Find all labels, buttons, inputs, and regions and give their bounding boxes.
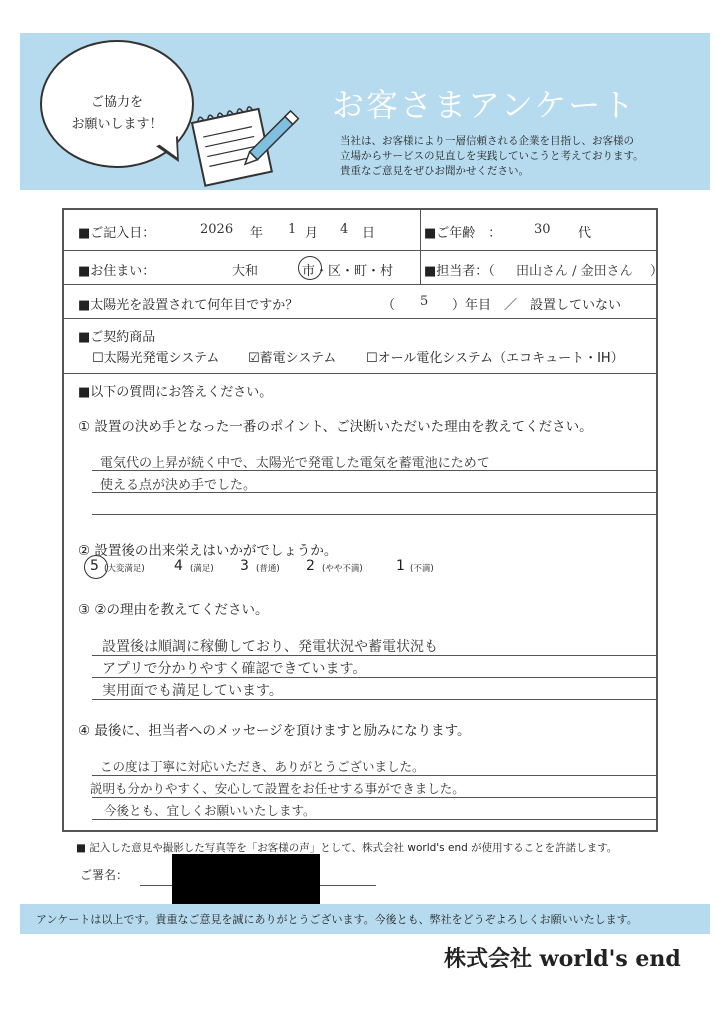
rating-2[interactable]: 2: [306, 558, 315, 574]
address-value[interactable]: 大和: [232, 264, 259, 279]
month-unit: 月: [305, 226, 319, 241]
years-close: ）年目 ／ 設置していない: [452, 298, 622, 313]
page-title: お客さまアンケート: [332, 86, 637, 124]
intro-line-3: 貴重なご意見をぜひお聞かせください。: [340, 165, 529, 177]
answer-line: [92, 819, 658, 820]
answer-4-line-1[interactable]: この度は丁寧に対応いただき、ありがとうございました。: [100, 759, 425, 774]
years-label: ■太陽光を設置されて何年目ですか？: [78, 298, 299, 313]
age-label: ■ご年齢 ：: [424, 226, 502, 241]
address-units: 市・区・町・村: [302, 264, 394, 279]
question-1: ① 設置の決め手となった一番のポイント、ご決断いただいた理由を教えてください。: [78, 419, 593, 435]
rating-5[interactable]: 5: [90, 558, 99, 574]
row-divider: [62, 250, 658, 251]
staff-close: ）: [650, 264, 664, 279]
answer-line: [92, 514, 658, 515]
years-open: （: [382, 298, 396, 313]
date-label: ■ご記入日：: [78, 226, 156, 241]
signature-redaction: [172, 854, 320, 906]
answer-1-line-1[interactable]: 電気代の上昇が続く中で、太陽光で発電した電気を蓄電池にためて: [100, 456, 490, 471]
answer-line: [92, 797, 658, 798]
intro-text: [340, 134, 700, 179]
product-battery-checkbox[interactable]: ☑蓄電システム: [248, 351, 337, 366]
rating-1[interactable]: 1: [396, 558, 405, 574]
answer-1-line-2[interactable]: 使える点が決め手でした。: [100, 478, 257, 493]
answer-3-line-2[interactable]: アプリで分かりやすく確認できています。: [102, 661, 367, 677]
footer-text: アンケートは以上です。貴重なご意見を誠にありがとうございます。今後とも、弊社をどうぞよろしくお願いいたします。: [36, 913, 638, 926]
year-unit: 年: [250, 226, 264, 241]
rating-3[interactable]: 3: [240, 558, 249, 574]
bubble-line-2: お願いします！: [71, 117, 163, 132]
rating-3-label: (普通): [256, 564, 280, 574]
bubble-line-1: ご協力を: [90, 95, 143, 110]
answer-line: [92, 775, 658, 776]
rating-4[interactable]: 4: [174, 558, 183, 574]
address-label: ■お住まい：: [78, 264, 156, 279]
rating-4-label: (満足): [190, 564, 214, 574]
answer-3-line-3[interactable]: 実用面でも満足しています。: [102, 683, 283, 699]
question-2: ② 設置後の出来栄えはいかがでしょうか。: [78, 543, 338, 559]
product-solar-checkbox[interactable]: ☐太陽光発電システム: [92, 351, 220, 366]
staff-label: ■担当者：（: [424, 264, 495, 279]
row-divider: [62, 373, 658, 374]
rating-1-label: (不満): [410, 564, 434, 574]
rating-2-label: (やや不満): [322, 564, 363, 574]
column-divider: [420, 210, 421, 284]
row-divider: [62, 284, 658, 285]
years-value[interactable]: 5: [420, 294, 429, 309]
date-month[interactable]: 1: [288, 222, 297, 237]
question-3: ③ ②の理由を教えてください。: [78, 602, 269, 618]
intro-line-1: 当社は、お客様により一層信頼される企業を目指し、お客様の: [340, 135, 634, 147]
question-4: ④ 最後に、担当者へのメッセージを頂けますと励みになります。: [78, 723, 471, 739]
intro-line-2: 立場からサービスの見直しを実践していこうと考えております。: [340, 150, 644, 162]
age-unit: 代: [578, 226, 592, 241]
answer-4-line-2[interactable]: 説明も分かりやすく、安心して設置をお任せする事ができました。: [90, 781, 465, 796]
product-label: ■ご契約商品: [78, 330, 156, 345]
notepad-pencil-icon: [188, 92, 308, 192]
company-name: 株式会社 world's end: [444, 946, 681, 972]
answer-3-line-1[interactable]: 設置後は順調に稼働しており、発電状況や蓄電状況も: [102, 639, 438, 655]
date-day[interactable]: 4: [340, 222, 349, 237]
row-divider: [62, 318, 658, 319]
signature-label: ご署名：: [80, 868, 129, 882]
bubble-text: [52, 92, 182, 136]
questions-label: ■以下の質問にお答えください。: [78, 385, 273, 400]
date-year[interactable]: 2026: [200, 222, 234, 237]
product-all-electric-checkbox[interactable]: ☐オール電化システム（エコキュート・IH）: [366, 351, 624, 366]
staff-value[interactable]: 田山さん / 金田さん: [516, 264, 633, 279]
answer-4-line-3[interactable]: 今後とも、宜しくお願いいたします。: [104, 803, 316, 818]
age-value[interactable]: 30: [534, 222, 551, 237]
rating-5-label: (大変満足): [104, 564, 145, 574]
day-unit: 日: [362, 226, 376, 241]
consent-text: ■ 記入した意見や撮影した写真等を「お客様の声」として、株式会社 world's end が使用することを許諾します。: [76, 842, 618, 854]
